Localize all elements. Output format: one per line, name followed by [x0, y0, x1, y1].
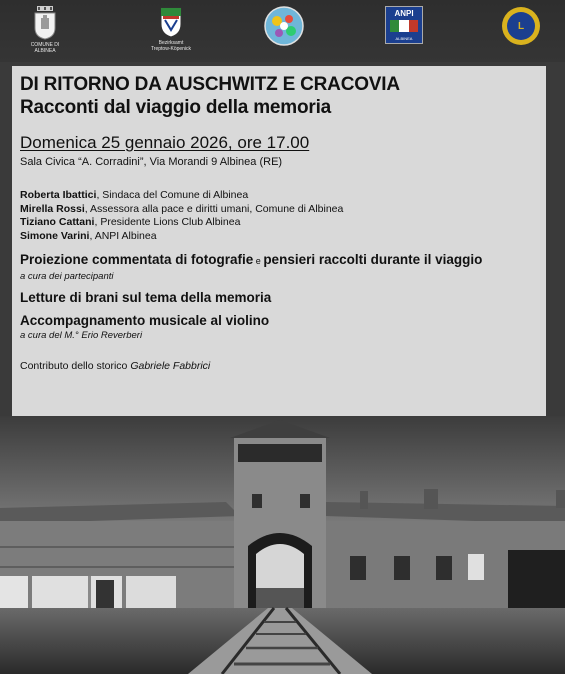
flag-icon	[390, 20, 418, 32]
program-item-connector: e	[253, 256, 264, 266]
event-date: Domenica 25 gennaio 2026, ore 17.00	[20, 133, 310, 152]
program-item-music: Accompagnamento musicale al violino	[20, 313, 270, 328]
speaker-name: Mirella Rossi	[20, 202, 85, 215]
speaker-list	[20, 189, 546, 243]
program-item-projection	[20, 251, 546, 270]
speaker-name: Tiziano Cattani	[20, 216, 95, 228]
anpi-badge	[385, 6, 423, 44]
colorful-circle-icon	[264, 6, 304, 46]
program-item-text: pensieri raccolti durante il viaggio	[263, 252, 483, 267]
anpi-sub: ALBINEA	[395, 36, 413, 41]
bezirk-shield-icon	[159, 6, 183, 38]
program-item-musician: a cura del M.° Erio Reverberi	[20, 330, 143, 341]
main-title: DI RITORNO DA AUSCHWITZ E CRACOVIA	[20, 74, 400, 95]
speaker-item	[20, 216, 546, 230]
svg-text:L: L	[517, 21, 525, 32]
anpi-label: ANPI	[394, 9, 414, 18]
credit-prefix: Contributo dello storico	[20, 360, 131, 372]
subtitle: Racconti dal viaggio della memoria	[20, 97, 332, 118]
logo-band	[0, 0, 565, 62]
speaker-name: Roberta Ibattici	[20, 189, 97, 201]
program-item-readings: Letture di brani sul tema della memoria	[20, 290, 272, 305]
speaker-role: , ANPI Albinea	[89, 229, 157, 242]
speaker-item	[20, 230, 546, 244]
speaker-item	[20, 203, 546, 217]
event-venue: Sala Civica “A. Corradini”, Via Morandi 9 Albinea (RE)	[20, 156, 283, 168]
event-info-card	[12, 66, 546, 416]
comune-caption: COMUNE DI ALBINEA	[30, 42, 60, 54]
comune-albinea-logo	[23, 6, 67, 54]
speaker-role: , Assessora alla pace e diritti umani, Comune di Albinea	[84, 202, 344, 215]
historian-credit	[20, 360, 546, 373]
program-list	[20, 251, 546, 342]
bezirksamt-logo	[143, 6, 199, 52]
program-item-text: Proiezione commentata di fotografie	[20, 252, 254, 267]
speaker-role: , Presidente Lions Club Albinea	[94, 216, 241, 228]
auschwitz-gate-photo	[0, 416, 565, 674]
program-item-curator: a cura dei partecipanti	[20, 271, 114, 282]
bezirk-caption-2: Treptow-Köpenick	[150, 46, 192, 52]
speaker-item	[20, 189, 546, 203]
speaker-name: Simone Varini	[20, 229, 90, 242]
lions-logo	[500, 6, 542, 46]
anpi-logo	[384, 6, 424, 44]
lions-emblem-icon	[501, 6, 541, 46]
speaker-role: , Sindaca del Comune di Albinea	[96, 189, 249, 201]
bezirk-caption-1: Bezirksamt	[158, 40, 184, 46]
coat-of-arms-icon	[32, 6, 58, 40]
round-emblem-logo	[262, 6, 306, 46]
historian-name: Gabriele Fabbrici	[130, 360, 211, 372]
